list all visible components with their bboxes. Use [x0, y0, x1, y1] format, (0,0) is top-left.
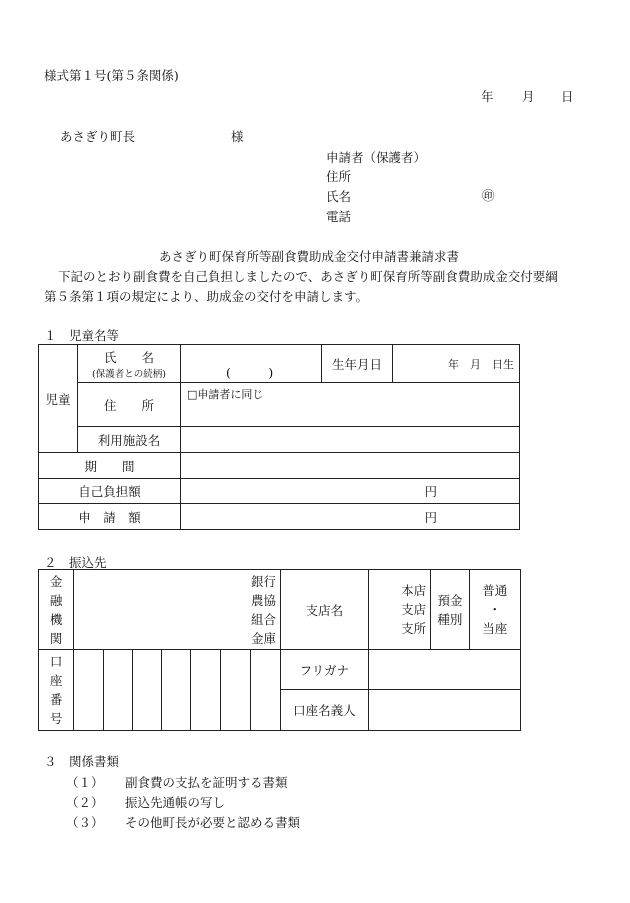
account-digit-4[interactable] — [161, 650, 190, 731]
child-label: 児童 — [39, 345, 78, 453]
self-pay-unit[interactable]: 円 — [181, 479, 520, 504]
date-month-label: 月 — [522, 89, 535, 104]
bank-type-union: 組合 — [250, 611, 276, 627]
self-pay-label: 自己負担額 — [39, 479, 181, 504]
bank-type-agri: 農協 — [250, 592, 276, 608]
date-day-label: 日 — [561, 89, 574, 104]
section3-heading: ３ 関係書類 — [44, 754, 120, 769]
addressee-name: あさぎり町長 — [60, 129, 136, 144]
bank-type-vault: 金庫 — [250, 630, 276, 646]
dob-label: 生年月日 — [322, 345, 393, 383]
address-value[interactable]: □申請者に同じ — [181, 383, 520, 427]
facility-input[interactable] — [181, 427, 520, 453]
branch-type-main: 本店 — [401, 583, 427, 598]
name-sublabel: (保護者との続柄) — [92, 368, 166, 380]
doc-item-2-text: 振込先通帳の写し — [125, 795, 226, 810]
address-label: 住 所 — [78, 383, 181, 427]
date-year-label: 年 — [481, 89, 494, 104]
doc-item-3-no: （３） — [66, 815, 104, 830]
account-digit-7[interactable] — [250, 650, 280, 731]
account-number-label: 口 座 番 号 — [39, 650, 74, 731]
intro-line-1: 下記のとおり副食費を自己負担しましたので、あさぎり町保育所等副食費助成金交付要綱 — [58, 269, 558, 284]
applicant-address-label: 住所 — [326, 169, 352, 184]
bank-info-table — [38, 569, 521, 731]
name-label-cell — [78, 345, 181, 383]
applicant-phone-label: 電話 — [326, 209, 352, 224]
branch-type-branch: 支店 — [401, 602, 427, 617]
request-label: 申 請 額 — [39, 504, 181, 530]
applicant-role: 申請者（保護者） — [326, 150, 427, 165]
bank-name-input[interactable] — [74, 570, 281, 650]
request-unit[interactable]: 円 — [181, 504, 520, 530]
doc-item-1-text: 副食費の支払を証明する書類 — [125, 775, 288, 790]
doc-item-2-no: （２） — [66, 795, 104, 810]
form-number: 様式第１号(第５条関係) — [44, 68, 179, 83]
account-holder-input[interactable] — [368, 690, 520, 731]
addressee-honorific: 様 — [231, 129, 244, 144]
child-info-table — [38, 344, 520, 530]
deposit-type-label: 預金 種別 — [431, 570, 469, 650]
account-type-options[interactable]: 普通 ・ 当座 — [469, 570, 521, 650]
period-input[interactable] — [181, 453, 520, 479]
branch-input[interactable] — [368, 570, 431, 650]
account-digit-6[interactable] — [221, 650, 250, 731]
account-digit-3[interactable] — [132, 650, 161, 731]
account-digit-1[interactable] — [74, 650, 103, 731]
account-digit-5[interactable] — [191, 650, 221, 731]
name-input-cell[interactable] — [181, 345, 322, 383]
seal-mark: ㊞ — [482, 188, 495, 203]
section2-heading: ２ 振込先 — [44, 555, 107, 570]
bank-type-bank: 銀行 — [250, 573, 276, 589]
applicant-name-label: 氏名 — [326, 189, 352, 204]
intro-line-2: 第５条第１項の規定により、助成金の交付を申請します。 — [44, 289, 369, 304]
facility-label: 利用施設名 — [78, 427, 181, 453]
doc-item-1-no: （１） — [66, 775, 104, 790]
branch-label: 支店名 — [280, 570, 368, 650]
doc-item-3-text: その他町長が必要と認める書類 — [125, 815, 301, 830]
branch-type-office: 支所 — [401, 621, 427, 636]
bank-label: 金 融 機 関 — [39, 570, 74, 650]
furigana-input[interactable] — [368, 650, 520, 690]
account-digit-2[interactable] — [103, 650, 132, 731]
section1-heading: １ 児童名等 — [44, 328, 120, 343]
document-title: あさぎり町保育所等副食費助成金交付申請書兼請求書 — [159, 249, 460, 264]
account-holder-label: 口座名義人 — [280, 690, 368, 731]
furigana-label: フリガナ — [280, 650, 368, 690]
dob-value[interactable]: 年 月 日生 — [393, 345, 520, 383]
relation-paren: ( ) — [226, 364, 274, 380]
period-label: 期 間 — [39, 453, 181, 479]
name-label: 氏 名 — [103, 349, 154, 365]
